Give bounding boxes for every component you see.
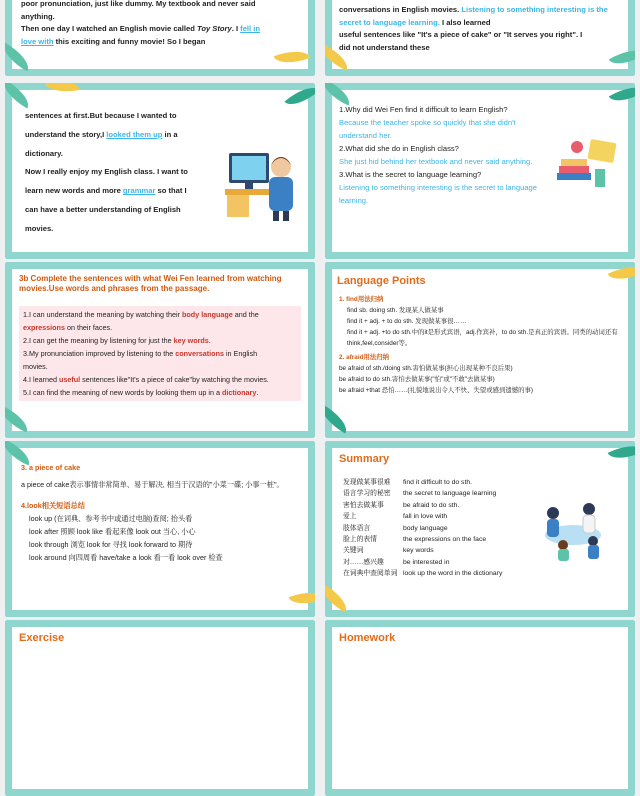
- slide-language-points: [325, 262, 635, 438]
- language-points-text: 1. find用法归纳 find sb. doing sth. 发现某人做某事 find it + adj. + to do sth. 发现做某事很…… find it + adj. +to do sth.中的it是形式宾语，adj.作宾补，to do sth.是真正的宾语。同类的动词还有think,feel,consider等。 2. afraid用法归纳 be afraid of sth./doing sth.害怕做某事(担心出现某种不良后果) be afraid to do sth.害怕去做某事("怕"或"不敢"去做某事) be afraid +that 恐怕……(礼貌地说出令人不快、失望或感到遗憾的事): [339, 296, 618, 394]
- summary-chinese: 发现做某事很难: [343, 479, 391, 486]
- summary-english: the secret to language learning: [403, 490, 497, 498]
- slide-homework: [325, 620, 635, 796]
- slide-story-part2: [325, 0, 635, 76]
- slide-questions: [325, 83, 635, 259]
- summary-row: [343, 557, 533, 568]
- page-title: Homework: [339, 632, 396, 644]
- students-meeting-illustration: [533, 495, 613, 561]
- slide-3b-exercise: [5, 262, 315, 438]
- slide-phrases: [5, 441, 315, 617]
- slide-story-part1: [5, 0, 315, 76]
- slide-summary: [325, 441, 635, 617]
- summary-list: [343, 477, 533, 580]
- summary-chinese: 在词典中查阅单词: [343, 570, 398, 578]
- books-illustration: [553, 133, 621, 193]
- story-text: poor pronunciation, just like dummy. My textbook and never said anything. Then one day I watched an English movie called Toy Story. I fell in love with this exciting and funny movie! So I began: [21, 0, 261, 46]
- slide-exercise: [5, 620, 315, 796]
- student-computer-illustration: [223, 145, 303, 225]
- questions-text: 1.Why did Wei Fen find it difficult to learn English? Because the teacher spoke so quickly that she didn't understand her. 2.What did she do in English class? She just hid behind her textbook and never said anything. 3.What is the secret to language learning? Listening to something interesting is the secret to language learning.: [339, 105, 537, 205]
- summary-english: body language: [403, 524, 448, 532]
- slide-frame: [325, 620, 635, 796]
- summary-row: [343, 477, 533, 488]
- summary-english: be afraid to do sth.: [403, 501, 460, 509]
- summary-english: find it difficult to do sth.: [403, 479, 473, 486]
- page-title: Summary: [339, 453, 390, 465]
- page-title: Language Points: [337, 275, 426, 287]
- summary-chinese: 对……感兴趣: [343, 558, 384, 566]
- summary-chinese: 脸上的表情: [343, 536, 377, 544]
- summary-row: [343, 488, 533, 499]
- summary-row: [343, 545, 533, 556]
- summary-chinese: 爱上: [343, 513, 357, 521]
- page-title: Exercise: [19, 632, 65, 644]
- summary-row: [343, 568, 533, 579]
- summary-chinese: 关键词: [343, 547, 364, 555]
- exercise-title: 3b Complete the sentences with what Wei Fen learned from watching movies.Use words and phrases from the passage.: [19, 274, 282, 293]
- summary-english: be interested in: [403, 558, 450, 566]
- summary-chinese: 肢体语言: [343, 524, 371, 532]
- summary-english: look up the word in the dictionary: [403, 570, 503, 578]
- summary-chinese: 语言学习的秘密: [343, 490, 391, 498]
- summary-row: [343, 523, 533, 534]
- summary-row: [343, 534, 533, 545]
- slide-story-part3: [5, 83, 315, 259]
- summary-english: fall in love with: [403, 513, 448, 521]
- summary-chinese: 害怕去做某事: [343, 501, 384, 509]
- summary-row: [343, 511, 533, 522]
- slide-frame: [5, 620, 315, 796]
- summary-row: [343, 500, 533, 511]
- story-text: sentences at first.But because I wanted to understand the story,I looked them up in a dictionary. Now I really enjoy my English class. I want to learn new words and more grammar so that I can have a better understanding of English movies.: [25, 111, 188, 233]
- summary-english: the expressions on the face: [403, 536, 487, 544]
- exercise-sentences: 1.I can understand the meaning by watching their body language and the expressions on their faces. 2.I can get the meaning by listening for just the key words. 3.My pronunciation improved by listening to the conversations in English movies. 4.I learned useful sentences like"It's a piece of cake"by watching the movies. 5.I can find the meaning of new words by looking them up in a dictionary.: [19, 306, 301, 401]
- story-text: conversations in English movies. Listening to something interesting is the secret to language learning. I also learned useful sentences like "It's a piece of cake" or "It serves you right". I did not understand these: [339, 5, 608, 52]
- summary-english: key words: [403, 547, 434, 555]
- phrases-text: 3. a piece of cake a piece of cake表示事情非常简单、易于解决, 相当于汉语的"小菜一碟; 小事一桩"。 4.look相关短语总结 look up (在词典、参考书中或通过电脑)查阅; 抬头看 look after 照顾 look like 看起来像 look out 当心, 小心 look through 浏览 look for 寻找 look forward to 期待 look around 向四周看 have/take a look 看一看 look over 检查: [21, 463, 284, 562]
